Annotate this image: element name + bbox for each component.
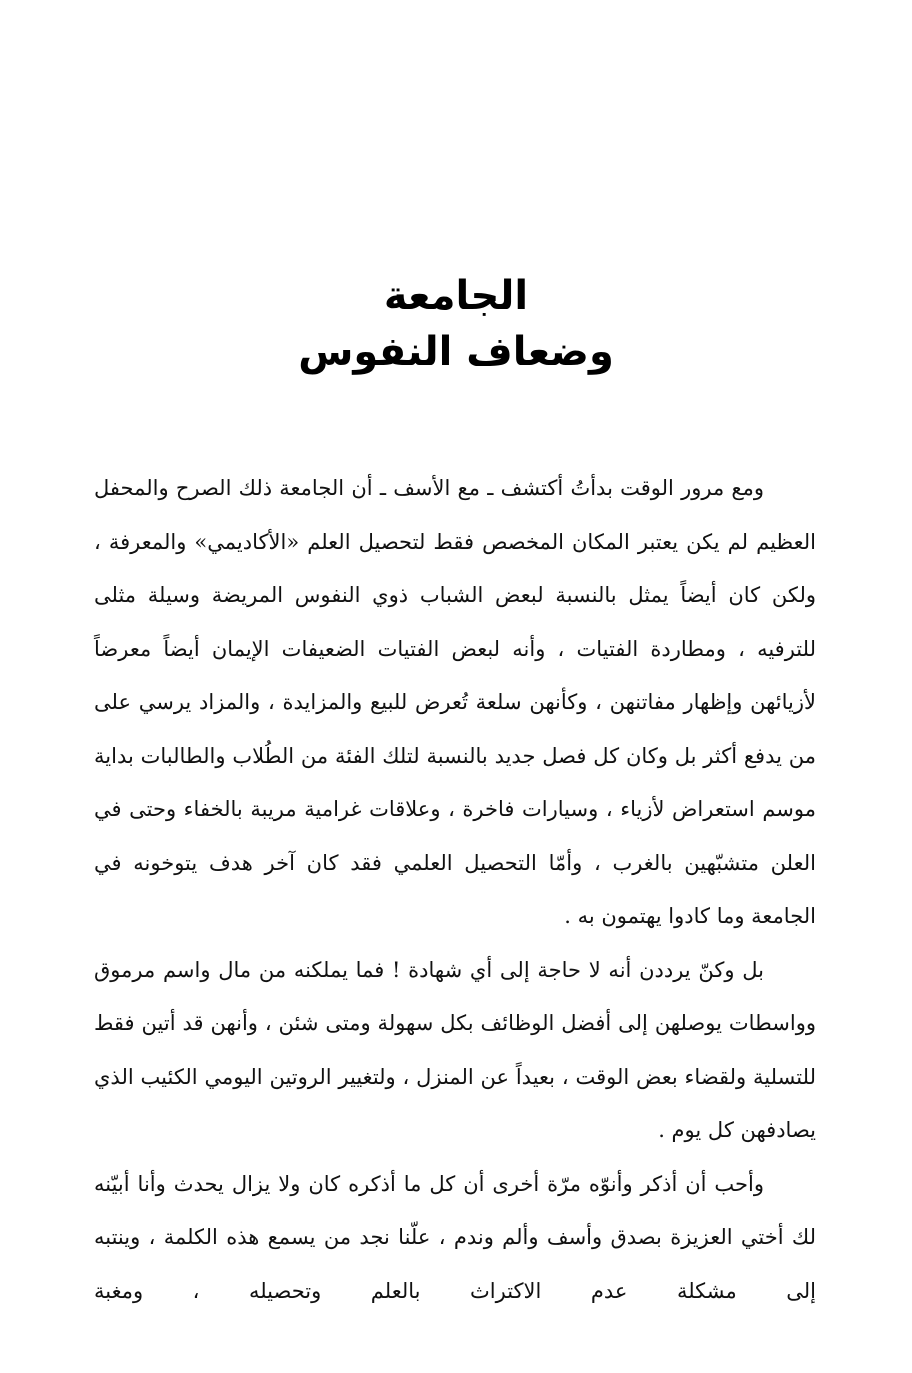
chapter-title	[0, 268, 912, 380]
paragraph-1: ومع مرور الوقت بدأتُ أكتشف ـ مع الأسف ـ أن الجامعة ذلك الصرح والمحفل العظيم لم يكن يعتبر المكان المخصص فقط لتحصيل العلم «الأكاديمي» والمعرفة ، ولكن كان أيضاً يمثل بالنسبة لبعض الشباب ذوي النفوس المريضة وسيلة مثلى للترفيه ، ومطاردة الفتيات ، وأنه لبعض الفتيات الضعيفات الإيمان أيضاً معرضاً لأزيائهن وإظهار مفاتنهن ، وكأنهن سلعة تُعرض للبيع والمزايدة ، والمزاد يرسي على من يدفع أكثر بل وكان كل فصل جديد بالنسبة لتلك الفئة من الطُلاب والطالبات بداية موسم استعراض لأزياء ، وسيارات فاخرة ، وعلاقات غرامية مريبة بالخفاء وحتى في العلن متشبّهين بالغرب ، وأمّا التحصيل العلمي فقد كان آخر هدف يتوخونه في الجامعة وما كادوا يهتمون به .	[94, 476, 816, 928]
paragraph-3: وأحب أن أذكر وأنوّه مرّة أخرى أن كل ما أذكره كان ولا يزال يحدث وأنا أبيّنه لك أختي العزيزة بصدق وأسف وألم وندم ، علّنا نجد من يسمع هذه الكلمة ، وينتبه إلى مشكلة عدم الاكتراث بالعلم وتحصيله ، ومغبة	[94, 1171, 816, 1303]
chapter-title-line-2: وضعاف النفوس	[298, 329, 614, 375]
chapter-title-line-1: الجامعة	[383, 273, 529, 319]
chapter-body	[94, 462, 816, 1318]
paragraph-2: بل وكنّ يرددن أنه لا حاجة إلى أي شهادة ! فما يملكنه من مال واسم مرموق وواسطات يوصلهن إلى أفضل الوظائف بكل سهولة ومتى شئن ، وأنهن قد أتين فقط للتسلية ولقضاء بعض الوقت ، بعيداً عن المنزل ، ولتغيير الروتين اليومي الكئيب الذي يصادفهن كل يوم .	[94, 957, 816, 1142]
